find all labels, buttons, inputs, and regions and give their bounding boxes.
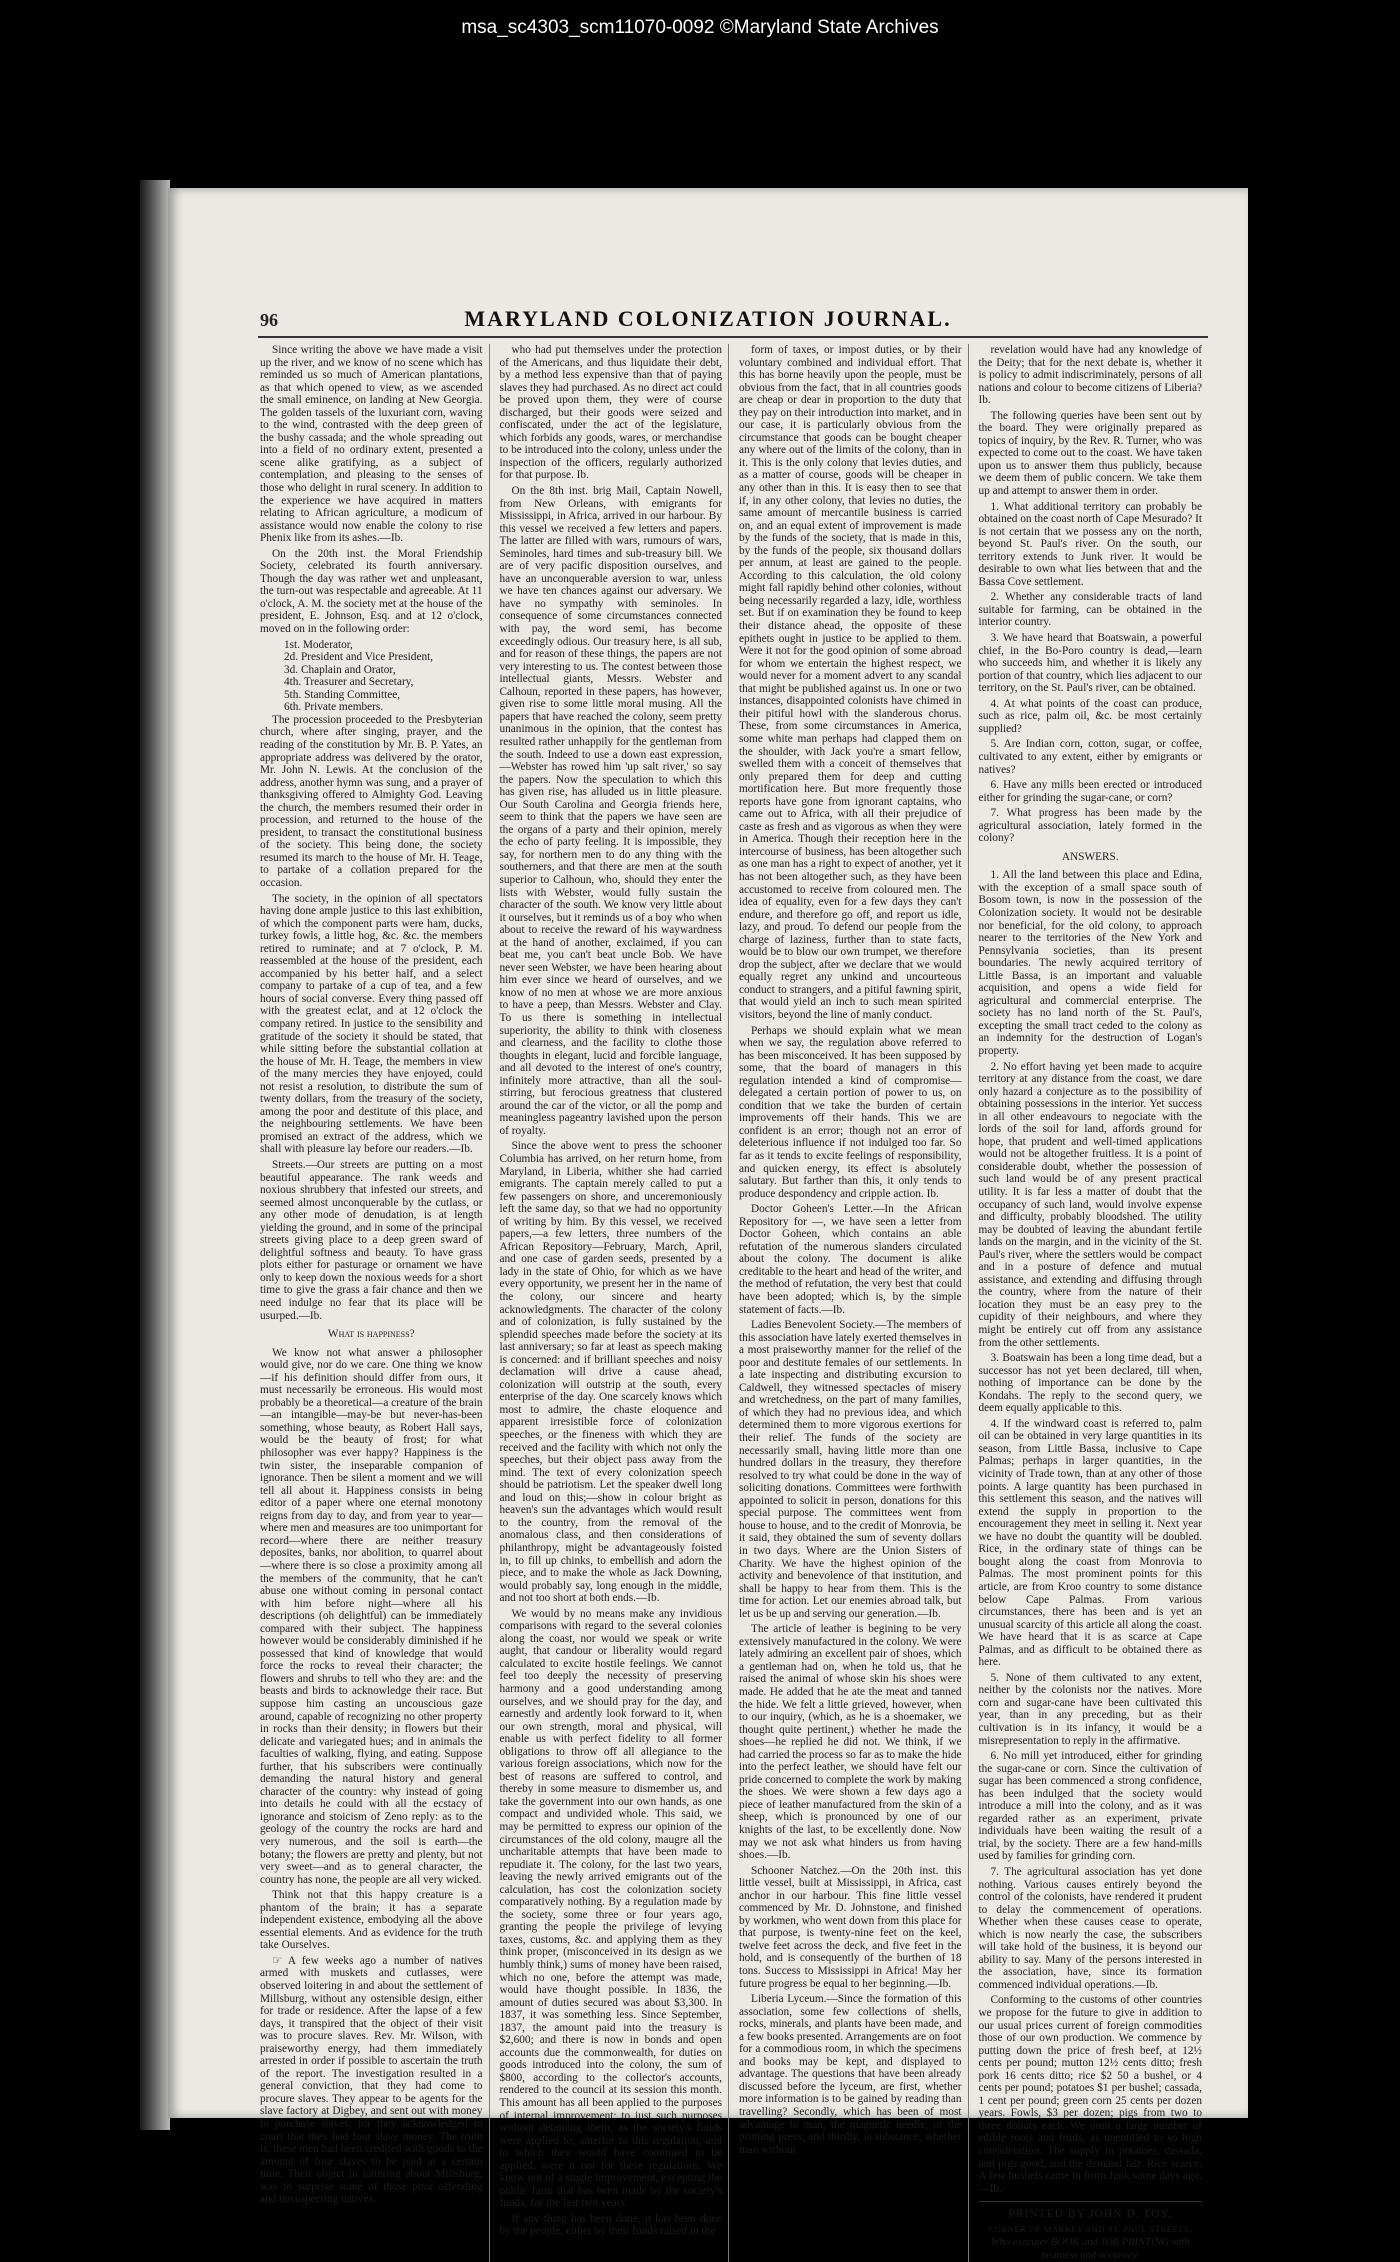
column-1-paragraph: Think not that this happy creature is a phantom of the brain; it has a separate independent existence, embodying all the above essential elements. And as evidence for the truth take Ourselves. xyxy=(260,1889,483,1952)
column-4-paragraph: The following queries have been sent out by the board. They were originally prepared as topics of inquiry, by the Rev. R. Turner, who was expected to come out to the coast. We have taken upon us to answer them thus publicly, because we deem them of public concern. We take them up and attempt to answer them in order. xyxy=(978,409,1202,498)
column-4-paragraph: Conforming to the customs of other countries we propose for the future to give in addition to our usual prices current of foreign commodities those of our own production. We commence by putting down the price of fresh beef, at 12½ cents per pound; mutton 12½ cents ditto; fresh pork 16 cents ditto; rice $2 50 a bushel, or 4 cents per pound; potatoes $1 per bushel; cassada, 1 cent per pound; green corn 25 cents per dozen years. Fowls, $3 per dozen; pigs from two to three dollars each. We omit a large number of edible roots and fruits, as unentitled to so high consideration. The supply in potatoes, cassada, and pigs good, and the demand fair. Rice scarce. A few bushels came in from Junk some days ago.—Ib. xyxy=(978,1994,1202,2195)
column-3-paragraph: Schooner Natchez.—On the 20th inst. this little vessel, built at Mississippi, in Africa, cast anchor in our harbour. This fine little vessel commenced by Mr. D. Johnstone, and finished by workmen, who went down from this place for that purpose, is twenty-nine feet on the keel, twelve feet across the deck, and five feet in the hold, and is consequently of the burthen of 18 tons. Success to Mississippi in Africa! May her future progress be equal to her beginning.—Ib. xyxy=(739,1864,962,1990)
column-4-paragraph: 3. We have heard that Boatswain, a powerful chief, in the Bo-Poro country is dead,—learn who succeeds him, and whether it is likely any portion of that country, which lies adjacent to our territory, on the St. Paul's river, can be obtained. xyxy=(978,632,1202,695)
column-4-paragraph: 6. Have any mills been erected or introduced either for grinding the sugar-cane, or corn? xyxy=(978,779,1202,804)
column-3-paragraph: Doctor Goheen's Letter.—In the African Repository for —, we have seen a letter from Doctor Goheen, which contains an able refutation of the numerous slanders circulated about the colony. The document is alike creditable to the heart and head of the writer, and the method of refutation, the very best that could have been adopted; which is, by the simple statement of facts.—Ib. xyxy=(739,1203,962,1316)
column-3-paragraph: form of taxes, or impost duties, or by their voluntary combined and individual effort. That this has borne heavily upon the people, must be obvious from the fact, that in all countries goods are cheap or dear in proportion to the duty that they pay on their introduction into market, and in our case, it is particularly obvious from the circumstance that goods can be bought cheaper any where out of the limits of the colony, than in it. This is the only colony that levies duties, and as a matter of course, goods will be cheaper in any other than in this. It is easy then to see that if, in any other colony, that levies no duties, the same amount of mercantile business is carried on, and an equal extent of improvement is made by the funds of the society, that is made in this, by the funds of the people, six thousand dollars per annum, at least are gained to the people. According to this calculation, the old colony might fall rapidly behind other colonies, without being necessarily regarded a lazy, idle, worthless set. But if on examination they be found to keep their distance ahead, the opposite of these epithets ought in justice to be applied to them. Were it not for the good opinion of some abroad for whom we entertain the highest respect, we would never for a moment advert to any scandal that might be published against us. In one or two instances, disappointed colonists have chimed in their pitiful howl with the slanderous chorus. These, from some circumstances in America, some white man perhaps had clapped them on the shoulder, with Jack you're a smart fellow, swelled them with a conceit of themselves that only prepared them for deep and cutting mortification here. But more frequently those reports have gone from ignorant captains, who came out to Africa, with all their prejudice of caste as fresh and as vigorous as when they were in America. Though their reception here in the intercourse of business, has been altogether such as one man has a right to expect of another, yet it has not been altogether such, as they have been accustomed to receive from coloured men. The idea of equality, even for a few days they can't endure, and therefore go off, and report us idle, lazy, and proud. To defend our people from the charge of laziness, further than to state facts, would be to blow our own trumpet, we therefore drop the subject, after we declare that we would equally regret any unkind and uncourteous conduct to strangers, and a pitiful fawning spirit, that would yield an inch to such mean spirited visitors, beyond the line of manly conduct. xyxy=(739,344,962,1021)
column-1-paragraph: On the 20th inst. the Moral Friendship Society, celebrated its fourth anniversary. Though the day was rather wet and unpleasant, the turn-out was respectable and agreeable. At 11 o'clock, A. M. the society met at the house of the president, E. Johnson, Esq. and at 12 o'clock, moved on in the following order: xyxy=(260,547,483,636)
column-3-paragraph: Ladies Benevolent Society.—The members of this association have lately exerted themselves in a most praiseworthy manner for the relief of the poor and destitute females of our settlements. In a late inspecting and distributing excursion to Caldwell, they witnessed spectacles of misery and wretchedness, on the part of many families, of which they had no previous idea, and which determined them to more vigorous exertions for their relief. The funds of the society are necessarily small, having little more than one hundred dollars in the treasury, they therefore resolved to try what could be done in the way of soliciting donations. Committees were forthwith appointed to solicit in person, donations for this special purpose. The committees went from house to house, and to the credit of Monrovia, be it said, they obtained the sum of seventy dollars in two days. Where are the Union Sisters of Charity. We have the highest opinion of the activity and benevolence of that institution, and shall be happy to hear from them. This is the time for action. Let our enemies abroad talk, but let us be up and serving our generation.—Ib. xyxy=(739,1319,962,1620)
column-4-paragraph: revelation would have had any knowledge of the Deity; that for the next debate is, whether it is policy to admit indiscriminately, persons of all nations and colour to become citizens of Liberia? Ib. xyxy=(978,344,1202,407)
text-columns xyxy=(260,344,1208,2261)
column-1 xyxy=(260,344,490,2262)
column-4-paragraph: 7. What progress has been made by the agricultural association, lately formed in the colony? xyxy=(978,807,1202,845)
column-1-paragraph: 1st. Moderator, xyxy=(284,638,353,651)
column-1-paragraph: 5th. Standing Committee, xyxy=(284,688,401,701)
column-4-paragraph: 6. No mill yet introduced, either for grinding the sugar-cane or corn. Since the cultivation of sugar has been commenced a strong confidence, has been indulged that the society would introduce a mill into the colony, and as it was regarded rather as an experiment, private individuals have been waiting the result of a trial, by the society. There are a few hand-mills used by families for grinding corn. xyxy=(978,1750,1202,1863)
column-3-paragraph: The article of leather is begining to be very extensively manufactured in the colony. We were lately admiring an excellent pair of shoes, which a gentleman had on, when he told us, that he raised the animal of whose skin his shoes were made. He added that he ate the meat and tanned the hide. We felt a little grieved, however, when to our inquiry, (which, as he is a shoemaker, we thought quite pertinent,) whether he made the shoes—he replied he did not. We think, if we had carried the process so far as to make the hide into the perfect leather, we should have felt our pride concerned to complete the work by making the shoes. We were shown a few days ago a piece of leather manufactured from the skin of a sheep, which is pronounced by one of our knights of the last, to be excellently done. Now may we not ask what hinders us from having shoes.—Ib. xyxy=(739,1623,962,1862)
column-1-paragraph: ☞ A few weeks ago a number of natives armed with muskets and cutlasses, were observed loitering in and about the settlement of Millsburg, without any ostensible design, either for trade or residence. After the lapse of a few days, it transpired that the object of their visit was to procure slaves. Rev. Mr. Wilson, with praiseworthy energy, had them immediately arrested in order if possible to ascertain the truth of the report. The investigation resulted in a general conviction, that they had come to procure slaves. They appear to be agents for the slave factory at Digbey, and sent out with money to purchase slaves; for they acknowledged in court that they had four slave money. The truth is, these men had been credited with goods to the amount of four slaves to be paid at a certain time. Their object in loitering about Millsburg, was to surprise some of those poor offending and unsuspecting natives, xyxy=(260,1954,483,2206)
column-4-body xyxy=(979,344,1203,2195)
column-4-paragraph: 7. The agricultural association has yet done nothing. Various causes entirely beyond the control of the colonists, have rendered it prudent to delay the commencement of operations. Whether when these causes cease to operate, which is now nearly the case, the subscribers will take hold of the business, it is beyond our ability to say. Many of the persons interested in the association, have, since its formation commenced individual operations.—Ib. xyxy=(978,1865,1202,1991)
column-1-paragraph: Since writing the above we have made a visit up the river, and we know of no scene which has reminded us so much of American plantations, as that which opened to view, as we ascended the small eminence, on landing at New Georgia. The golden tassels of the luxuriant corn, waving to the wind, contrasted with the deep green of the bushy cassada; and the whole spreading out into a field of no ordinary extent, presented a scene alike gratifying, as a subject of contemplation, and pleasing to the senses of those who delight in rural scenery. In addition to the experience we have acquired in matters relating to African agriculture, a modicum of assistance would now enable the colony to rise Phenix like from its ashes.—Ib. xyxy=(260,344,483,545)
column-1-paragraph: Streets.—Our streets are putting on a most beautiful appearance. The rank weeds and noxious shrubbery that infested our streets, and seemed almost unconquerable by the cutlass, or any other mode of denudation, is at length yielding the ground, and in some of the principal streets giving place to a deep green sward of delightful softness and beauty. To have grass plots either for pasturage or ornament we have only to keep down the noxious weeds for a short time to give the grass a fair chance and then we need indulge no fear that its place will be usurped.—Ib. xyxy=(260,1159,483,1322)
column-1-paragraph: We know not what answer a philosopher would give, nor do we care. One thing we know—if his definition should differ from ours, it must necessarily be erroneous. His would most probably be a theoretical—a creature of the brain—an intangible—may-be but never-has-been something, whose beauty, as Robert Hall says, would be the beauty of frost; for what philosopher was ever happy? Happiness is the twin sister, the inseparable companion of ignorance. Then be silent a moment and we will tell all about it. Happiness consists in being editor of a paper where one eternal monotony reigns from day to day, and from year to year—where men and measures are too unimportant for record—where there are neither treasury deposites, banks, nor abolition, to quarrel about—where there is so close a proximity among all the members of the community, that he can't abuse one without coming in personal contact with him before night—where all his descriptions (oh delightful) can be immediately compared with their subject. The happiness however would be considerably diminished if he possessed that kind of knowledge that would force the rocks to reveal their character; the flowers and shrubs to tell who they are: and the beasts and birds to acknowledge their race. But suppose him casting an uncouscious gaze around, capable of recognizing no other property in rocks than their density; in flowers but their delicate and variegated hues; and in animals the faculties of walking, flying, and eating. Suppose further, that his subscribers were continually demanding the natural history and general character of the country: why instead of going into details he could with all the ecstacy of ignorance and stoicism of Zeno reply: as to the geology of the country the rocks are hard and very numerous, and the soil is earth—the botany; the flowers are pretty and plenty, but not very sweet—and as to general character, the country has none, the people are all very wicked. xyxy=(260,1346,483,1886)
column-2-paragraph: Since the above went to press the schooner Columbia has arrived, on her return home, from Maryland, in Liberia, whither she had carried emigrants. The captain merely called to put a few passengers on shore, and unceremoniously left the same day, so that we had no opportunity of writing by him. By this vessel, we received papers,—a few letters, three numbers of the African Repository—February, March, April, and one case of garden seeds, presented by a lady in the state of Ohio, for which as we have every opportunity, we present her in the name of the colony, our sincere and hearty acknowledgments. The character of the colony and of colonization, is fully sustained by the splendid speeches made before the society at its last anniversary; so far at least as speech making is concerned: and if brilliant speeches and noisy declamation will drive a cause ahead, colonization will outstrip at the south, every enterprise of the day. One scarcely knows which most to admire, the chaste eloquence and apparent irresistible force of colonization speeches, or the fineness with which they are received and the facility with which not only the speeches, but their object pass away from the mind. The text of every colonization speech should be patriotism. Let the speaker dwell long and loud on this;—show in colour bright as heaven's sun the advantages which would result to the country, from the removal of the anomalous class, and then considerations of philanthropy, might be advantageously foisted in, to fill up chinks, to embellish and adorn the piece, and to make the whole as Jack Downing, would probably say, long enough in the middle, and not too short at both ends.—Ib. xyxy=(499,1140,722,1605)
column-4-paragraph: 2. No effort having yet been made to acquire territory at any distance from the coast, we dare only hazard a conjecture as to the possibility of obtaining possessions in the interior. Yet success in all other endeavours to negociate with the lords of the soil for land, affords ground for hope, that prudent and well-timed applications would not be altogether fruitless. It is a point of considerable doubt, whether the possession of such land would be of any present practical utility. It is far less a matter of doubt that the occupancy of such land, would involve expense and difficulty, probably bloodshed. The utility may be doubted of leaving the abundant fertile lands on the margin, and in the vicinity of the St. Paul's river, where the settlers would be compact and in a posture of defence and mutual assistance, and extending and diffusing through the country, where from the nature of their location they must be an easy prey to the cupidity of their neighbours, and where they might be entirely cut off from any assistance from the other settlements. xyxy=(978,1060,1202,1349)
column-2 xyxy=(500,344,730,2262)
column-4-paragraph: 5. None of them cultivated to any extent, neither by the colonists nor the natives. More corn and sugar-cane have been cultivated this year, than in any preceding, but as their cultivation is in its infancy, it would be a misrepresentation to reply in the affirmative. xyxy=(978,1671,1202,1747)
column-4-paragraph: 1. What additional territory can probably be obtained on the coast north of Cape Mesurado? It is not certain that we possess any on the north, beyond St. Paul's river. On the south, our territory extends to Junk river. It would be desirable to own what lies between that and the Bassa Cove settlement. xyxy=(978,500,1202,588)
column-2-paragraph: We would by no means make any invidious comparisons with regard to the several colonies along the coast, nor would we speak or write aught, that candour or liberality would regard calculated to excite hostile feelings. We cannot feel too deeply the necessity of preserving harmony and a good understanding among ourselves, and we should pray for the day, and earnestly and ardently look forward to it, when our own strength, moral and physical, will enable us with perfect fidelity to all former obligations to throw off all allegiance to the various foreign associations, which now for the best of reasons are suffered to control, and thereby in some measure to dismember us, and take the government into our own hands, as one compact and undivided whole. This said, we may be permitted to express our opinion of the circumstances of the old colony, maugre all the uncharitable attempts that have been made to repudiate it. The colony, for the last two years, leaving the newly arrived emigrants out of the calculation, has cost the colonization society comparatively nothing. By a regulation made by the society, some three or four years ago, granting the people the privilege of levying taxes, customs, &c. and applying them as they think proper, (misconceived in its design as we humbly think,) sums of money have been raised, which no one, before the attempt was made, would have thought possible. In 1836, the amount of duties secured was about $3,300. In 1837, it was something less. Since September, 1837, the amount paid into the treasury is $2,600; and there is now in bonds and open accounts due the commonwealth, for duties on goods introduced into the colony, the sum of $800, according to the collector's accounts, rendered to the council at its session this month. This amount has all been applied to the purposes of internal improvement; to just such purposes without detaining them, as the society's funds were applied to, anterior to this regulation, and to which they would have continued to be applied, were it not for these regulations. We know not of a single improvement, excepting the public farm that has been made by the society's funds, for the last two years. xyxy=(499,1607,722,2210)
printer-imprint xyxy=(979,2201,1203,2262)
column-4-paragraph: 3. Boatswain has been a long time dead, but a successor has not yet been declared, till when, nothing of importance can be done by the Kondahs. The reply to the second query, we deem equally applicable to this. xyxy=(978,1352,1202,1415)
column-4-paragraph: 4. If the windward coast is referred to, palm oil can be obtained in very large quantities in its season, from Little Bassa, inclusive to Cape Palmas; perhaps in larger quantities, in the vicinity of Trade town, than at any other of those points. A large quantity has been purchased in this settlement this season, and the natives will extend the supply in proportion to the encouragement they meet in selling it. Next year we have no doubt the quantity will be doubled. Rice, in the ordinary state of things can be bought along the coast from Monrovia to Palmas. The most prominent points for this article, are from Kroo country to some distance below Cape Palmas. From various circumstances, there has been and is yet an unusual scarcity of this article all along the coast. We have heard that it is as scarce at Cape Palmas, and as difficult to be obtained there as here. xyxy=(978,1417,1202,1669)
column-1-paragraph: 6th. Private members. xyxy=(284,701,384,714)
page-number: 96 xyxy=(260,310,278,330)
column-2-paragraph: If any thing has been done, it has been done by the people, either by their funds raised in the xyxy=(499,2212,722,2238)
scanned-page xyxy=(168,188,1248,2261)
column-2-paragraph: who had put themselves under the protection of the Americans, and thus liquidate their debt, by a method less expensive than that of paying slaves they had purchased. As no direct act could be proved upon them, they were of course discharged, but their goods were seized and confiscated, under the act of the legislature, which forbids any goods, wares, or merchandise to be introduced into the colony, unless under the inspection of the officers, regularly authorized for that purpose. Ib. xyxy=(499,344,722,482)
archive-header: msa_sc4303_scm11070-0092 ©Maryland State Archives xyxy=(461,17,939,38)
column-1-paragraph: 3d. Chaplain and Orator, xyxy=(284,663,396,676)
column-3-paragraph: Perhaps we should explain what we mean when we say, the regulation above referred to has been misconceived. It has been supposed by some, that the board of managers in this regulation intended a kind of compromise—delegated a certain portion of power to us, on condition that we take the burden of certain improvements off their hands. This we are confident is an error; though not an error of deleterious influence if not indulged too far. So far as it tends to excite feelings of responsibility, and quicken energy, its effect is absolutely salutary. But farther than this, it only tends to produce despondency and cripple action. Ib. xyxy=(739,1024,962,1200)
column-1-paragraph: 4th. Treasurer and Secretary, xyxy=(284,676,414,689)
column-3-paragraph: Liberia Lyceum.—Since the formation of this association, some few collections of shells, rocks, minerals, and plants have been made, and a few books presented. Arrangements are on foot for a commodious room, in which the specimens and books may be kept, and displayed to advantage. The questions that have been already discussed before the lyceum, are first, whether more information is to be gained by reading than travelling? Secondly, which has been of most advantage to man, the magnetic needle, or the printing press; and thirdly, is substance, whether man without xyxy=(739,1993,962,2156)
column-4-paragraph: 4. At what points of the coast can produce, such as rice, palm oil, &c. be most certainly supplied? xyxy=(978,697,1202,735)
column-4-paragraph: 1. All the land between this place and Edina, with the exception of a small space south of Bosom town, is now in the possession of the Colonization society. It would not be desirable nor beneficial, for the old colony, to approach nearer to the territories of the New York and Pennsylvania societies, than its present boundaries. The newly acquired territory of Little Bassa, is an important and valuable acquisition, and opens a wide field for agricultural and commercial enterprise. The society has no land north of the St. Paul's, excepting the small tract ceded to the colony as an indemnity for the destruction of Logan's property. xyxy=(978,869,1202,1057)
imprint-address: CORNER OF MARKET AND ST. PAUL STREETS, xyxy=(988,2223,1192,2234)
title-rule xyxy=(258,336,1208,338)
column-4-paragraph: 5. Are Indian corn, cotton, sugar, or coffee, cultivated to any extent, either by emigrants or natives? xyxy=(978,738,1202,776)
column-3 xyxy=(739,344,969,2262)
column-1-paragraph: The procession proceeded to the Presbyterian church, where after singing, prayer, and the reading of the constitution by Mr. B. P. Yates, an appropriate address was delivered by the orator, Mr. John N. Lewis. At the conclusion of the address, another hymn was sung, and a prayer of thanksgiving offered to Almighty God. Leaving the church, the members resumed their order in procession, and returned to the house of the president, to transact the constitutional business of the society. This being done, the society resumed its march to the house of Mr. H. Teage, to partake of a collation prepared for the occasion. xyxy=(260,713,483,889)
column-4-paragraph: 2. Whether any considerable tracts of land suitable for farming, can be obtained in the interior country. xyxy=(978,591,1202,629)
journal-title: MARYLAND COLONIZATION JOURNAL. xyxy=(464,306,952,331)
imprint-printer: PRINTED BY JOHN D. TOY, xyxy=(1008,2208,1173,2221)
column-1-paragraph: 2d. President and Vice President, xyxy=(284,651,434,664)
book-binding-edge xyxy=(140,180,170,2130)
column-1-paragraph: What is happiness? xyxy=(327,1328,415,1341)
column-2-paragraph: On the 8th inst. brig Mail, Captain Nowell, from New Orleans, with emigrants for Mississippi, in Africa, arrived in our harbour. By this vessel we received a few letters and papers. The latter are filled with wars, rumours of wars, Seminoles, hard times and sub-treasury bill. We are of very pacific disposition ourselves, and have an unconquerable aversion to war, unless we have ten chances against our adversary. We have no sympathy with seminoles. In consequence of some circumstances connected with pay, the word semi, has become exceedingly odious. Our treasury here, is all sub, and for reason of these things, the papers are not very interesting to us. The contest between those intellectual giants, Messrs. Webster and Calhoun, reported in these papers, has however, given rise to some little moral musing. All the papers that have reached the colony, seem pretty unanimous in the opinion, that the contest has resulted rather unhappily for the gentleman from the south. Indeed to use a down east expression,—Webster has rowed him 'up salt river,' so say the papers. Now the speculation to which this has given rise, has alluded us in little pleasure. Our South Carolina and Georgia friends here, seem to think that the papers we have seen are the organs of a party and their opinion, merely the echo of party feeling. It is impossible, they say, for northern men to do any thing with the southerners, and that there are men at the south superior to Calhoun, who, should they enter the lists with Webster, would fully sustain the character of the south. We know very little about it ourselves, but it reminds us of a boy who when about to receive the reward of his waywardness at the hand of another, exclaimed, if you can beat me, you can't beat uncle Bob. We have never seen Webster, we have been hearing about him ever since we heard of ourselves, and we know of no men at whose we are more anxious to have a peep, than Messrs. Webster and Clay. To us there is something in intellectual superiority, the ability to think with closeness and clearness, and the facility to clothe those thoughts in elegant, lucid and forcible language, and all devoted to the interest of one's country, infinitely more attractive, than all the soul-stirring, but ferocious greatness that clustered around the car of the victor, or all the pomp and meaningless pageantry lavished upon the person of royalty. xyxy=(499,485,722,1137)
column-4 xyxy=(979,344,1209,2262)
column-4-paragraph: ANSWERS. xyxy=(1061,850,1119,863)
imprint-note: Who executes BOOK and JOB PRINTING with neatness and accuracy. xyxy=(990,2237,1190,2261)
column-1-paragraph: The society, in the opinion of all spectators having done ample justice to this last exhibition, of which the component parts were ham, ducks, turkey fowls, a little hog, &c. &c. the members retired to ruminate; and at 7 o'clock, P. M. reassembled at the house of the president, each accompanied by his better half, and a select company to partake of a cup of tea, and a few hours of social converse. Every thing passed off with the greatest eclat, and at 12 o'clock the company retired. In justice to the sensibility and gratitude of the society it should be stated, that while sitting before the substantial collation at the house of Mr. H. Teage, the members in view of the many mercies they have enjoyed, could not resist a resolution, to distribute the sum of twenty dollars, from the treasury of the society, among the poor and destitute of this place, and the neighbouring settlements. We have been promised an extract of the address, which we shall with pleasure lay before our readers.—Ib. xyxy=(260,892,483,1156)
